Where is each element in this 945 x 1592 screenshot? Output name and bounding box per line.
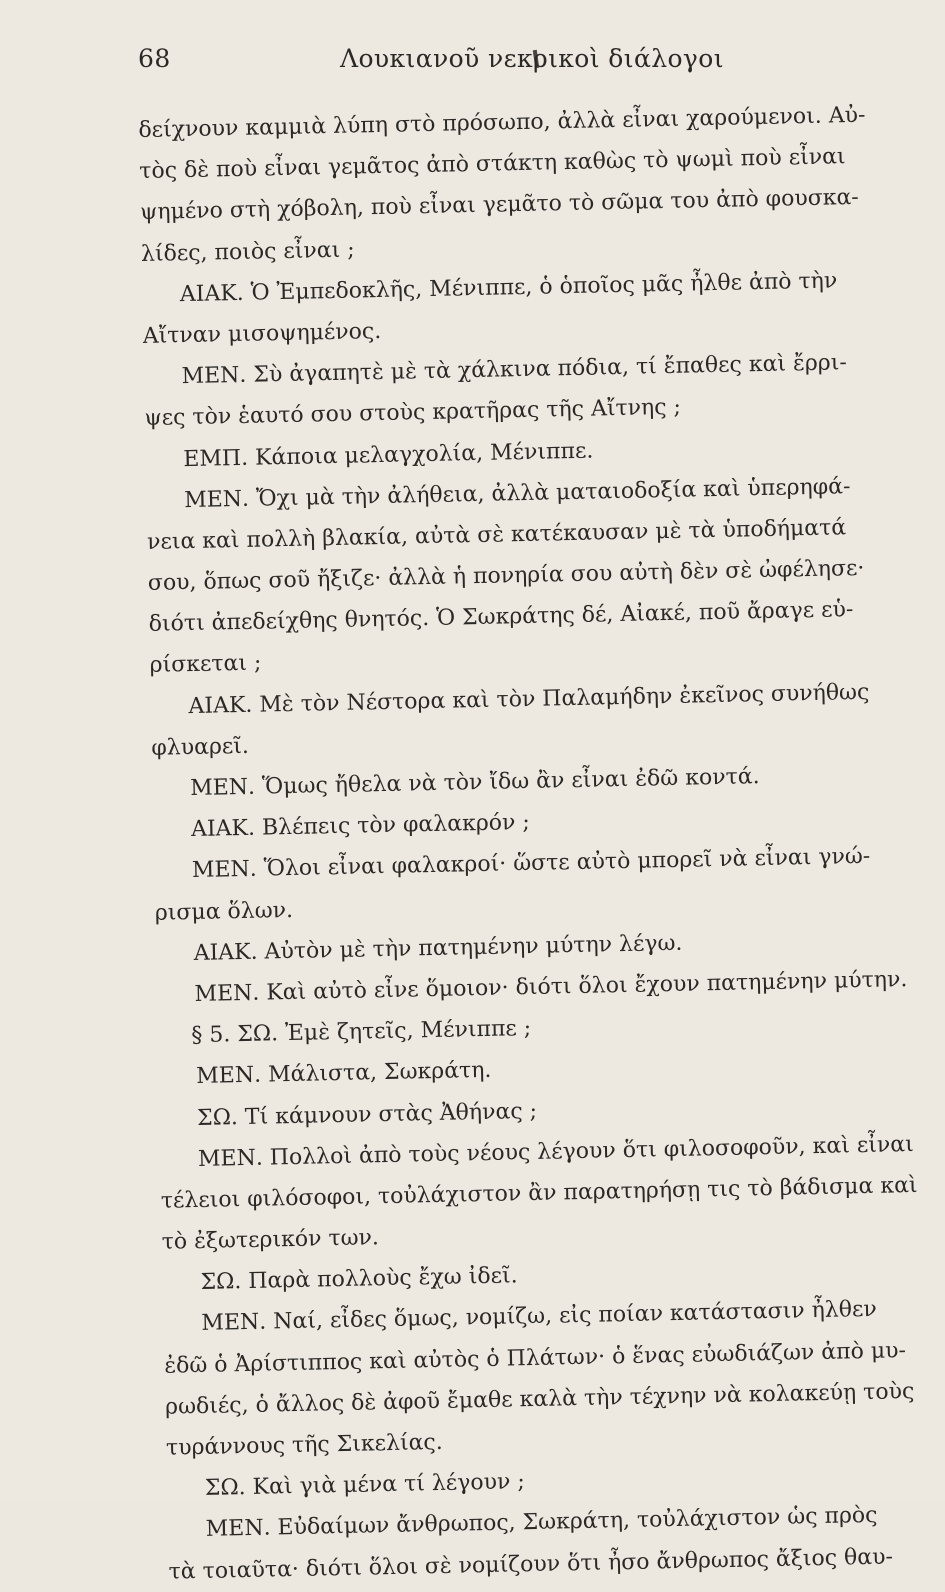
text-line: ΜΕΝ. Σὺ ἀγαπητὲ μὲ τὰ χάλκινα πόδια, τί ἔπαθες καὶ ἔρρι- xyxy=(181,350,848,390)
text-line: ΕΜΠ. Κάποια μελαγχολία, Μένιππε. xyxy=(183,438,594,472)
text-line: τὸ ἐξωτερικόν των. xyxy=(161,1225,380,1255)
text-line: Αἴτναν μισοψημένος. xyxy=(142,318,382,349)
text-line: τυράννους τῆς Σικελίας. xyxy=(165,1429,443,1461)
dialogue-text xyxy=(138,93,945,1592)
text-line: τὸς δὲ ποὺ εἶναι γεμᾶτος ἀπὸ στάκτη καθὼς τὸ ψωμὶ ποὺ εἶναι xyxy=(139,144,846,185)
text-line: ψες τὸν ἑαυτό σου στοὺς κρατῆρας τῆς Αἴτνης ; xyxy=(144,395,682,432)
text-line: ΜΕΝ. Ὅλοι εἶναι φαλακροί· ὥστε αὐτὸ μπορεῖ νὰ εἶναι γνώ- xyxy=(191,844,871,884)
text-line: νεια καὶ πολλὴ βλακία, αὐτὰ σὲ κατέκαυσαν μὲ τὰ ὑποδήματά xyxy=(146,515,847,555)
text-line: ρίσκεται ; xyxy=(149,650,262,679)
text-line: ΜΕΝ. Μάλιστα, Σωκράτη. xyxy=(195,1058,492,1090)
text-line: ΜΕΝ. Πολλοὶ ἀπὸ τοὺς νέους λέγουν ὅτι φιλοσοφοῦν, καὶ εἶναι xyxy=(197,1131,914,1172)
text-line: ΑΙΑΚ. Αὐτὸν μὲ τὴν πατημένην μύτην λέγω. xyxy=(193,930,683,966)
text-line: ψημένο στὴ χόβολη, ποὺ εἶναι γεμᾶτο τὸ σῶμα του ἀπὸ φουσκα- xyxy=(139,185,860,226)
text-line: φλυαρεῖ. xyxy=(151,733,250,761)
text-line: ΜΕΝ. Ναί, εἶδες ὅμως, νομίζω, εἰς ποίαν κατάστασιν ἦλθεν xyxy=(201,1297,877,1337)
text-line: ἐδῶ ὁ Ἀρίστιππος καὶ αὐτὸς ὁ Πλάτων· ὁ ἕνας εὐωδιάζων ἀπὸ μυ- xyxy=(164,1337,907,1379)
text-line: ΣΩ. Παρὰ πολλοὺς ἔχω ἰδεῖ. xyxy=(200,1263,518,1296)
text-line: ΜΕΝ. Ὄχι μὰ τὴν ἀλήθεια, ἀλλὰ ματαιοδοξία καὶ ὑπερηφά- xyxy=(183,473,851,513)
page-header xyxy=(130,44,910,84)
text-line: ΣΩ. Καὶ γιὰ μένα τί λέγουν ; xyxy=(204,1469,525,1502)
text-line: ΜΕΝ. Καὶ αὐτὸ εἶνε ὅμοιον· διότι ὅλοι ἔχουν πατημένην μύτην. xyxy=(194,967,908,1007)
text-line: ΜΕΝ. Εὐδαίμων ἄνθρωπος, Σωκράτη, τοὐλάχιστον ὡς πρὸς xyxy=(205,1503,878,1543)
text-line: δείχνουν καμμιὰ λύπη στὸ πρόσωπο, ἀλλὰ εἶναι χαρούμενοι. Αὐ- xyxy=(138,102,866,143)
text-line: τὰ τοιαῦτα· διότι ὅλοι σὲ νομίζουν ὅτι ἦσο ἄνθρωπος ἄξιος θαυ- xyxy=(168,1544,894,1585)
text-line: σου, ὅπως σοῦ ἤξιζε· ἀλλὰ ἡ πονηρία σου αὐτὴ δὲν σὲ ὠφέλησε· xyxy=(147,555,865,596)
text-line: ρισμα ὅλων. xyxy=(154,897,294,926)
text-line: τέλειοι φιλόσοφοι, τοὐλάχιστον ἂν παρατηρήσῃ τις τὸ βάδισμα καὶ xyxy=(160,1172,918,1214)
running-title: Λουκιανοῦ νεκρικοὶ διάλογοι xyxy=(340,44,724,73)
text-line: ΑΙΑΚ. Μὲ τὸν Νέστορα καὶ τὸν Παλαμήδην ἐκεῖνος συνήθως xyxy=(188,679,870,719)
text-line: ΜΕΝ. Ὅμως ἤθελα νὰ τὸν ἴδω ἂν εἶναι ἐδῶ κοντά. xyxy=(189,764,760,802)
text-line: λίδες, ποιὸς εἶναι ; xyxy=(140,237,355,267)
page-number: 68 xyxy=(138,44,171,73)
text-line: ΑΙΑΚ. Ὁ Ἐμπεδοκλῆς, Μένιππε, ὁ ὁποῖος μᾶς ἦλθε ἀπὸ τὴν xyxy=(179,268,838,307)
text-line: ΑΙΑΚ. Βλέπεις τὸν φαλακρόν ; xyxy=(190,810,531,843)
text-line: ρωδιές, ὁ ἄλλος δὲ ἀφοῦ ἔμαθε καλὰ τὴν τέχνην νὰ κολακεύῃ τοὺς xyxy=(164,1378,915,1420)
text-line: διότι ἀπεδείχθης θνητός. Ὁ Σωκράτης δέ, Αἰακέ, ποῦ ἄραγε εὑ- xyxy=(148,597,854,638)
text-line: ΣΩ. Τί κάμνουν στὰς Ἀθήνας ; xyxy=(196,1098,538,1131)
text-line: § 5. ΣΩ. Ἐμὲ ζητεῖς, Μένιππε ; xyxy=(191,1016,532,1049)
